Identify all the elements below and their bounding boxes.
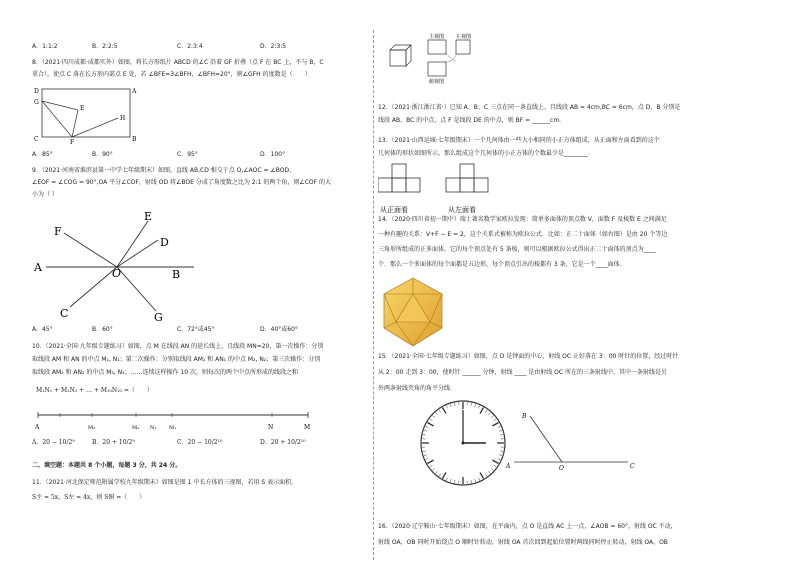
q10-label-M3: M₃ [88,425,96,431]
top-view-label: 俯视图 [429,79,445,85]
clock-tick [426,458,429,459]
q12-text-line2: 线段 AB、BC 的中点，点 F 是线段 DE 的中点，则 BF = ______cm． [378,117,566,124]
clock-tick [443,472,447,478]
clock-tick [499,430,502,431]
q10-option-d: D．20 + 10/2¹⁰ [260,439,306,446]
clock-tick [433,468,435,470]
clock-tick [491,416,493,418]
clock-tick [423,434,426,435]
clock-tick [494,419,496,421]
q15-text-line1: 15．（2021·全国·七年级专题练习）如图，点 O 是钟面的中心，射线 OC 正好落在 3：00 时针的位置，经过时针 [378,353,679,360]
q8-label-B: B [132,136,137,143]
q10-option-c: C．20 − 10/2¹⁰ [177,439,223,446]
q10-label-M: M [304,424,311,431]
clock-tick [454,403,455,406]
clock-tick [446,406,447,409]
q10-figure-segment [32,405,332,433]
clock-tick [424,430,427,431]
q9-option-a: A．45° [32,326,53,333]
q13-caption-left: 从左面看 [448,206,476,214]
clock-tick [439,410,441,412]
q8-text-line1: 8．（2021·四川成都·成都实外）如图，将长方形纸片 ABCD 的∠C 沿着 GF 折叠（点 F 在 BC 上，不与 B，C [32,59,324,66]
q10-text-line2: 取线段 AM 和 AN 的中点 M₁, N₁；第二次操作：分别取线段 AM₁ 和 AN₁ 的中点 M₂, N₂；第三次操作：分别 [32,356,321,363]
q10-option-b: B．20 + 10/2⁹ [92,439,135,446]
clock-tick [427,423,433,427]
q8-label-G: G [34,99,39,106]
left-column [32,0,372,562]
q10-label-M1: M₁ [169,425,177,431]
clock-tick [475,404,476,407]
clock-tick [439,474,441,476]
q9-option-c: C．72°或45° [177,326,215,333]
q9-label-B: B [172,268,181,281]
clock-tick [423,451,426,452]
q15-label-C: C [630,463,635,470]
q9-option-d: D．40°或60° [260,326,298,333]
clock-tick [426,426,429,427]
q9-label-O: O [112,267,122,280]
q8-option-a: A．85° [32,151,53,158]
q8-figure-rectangle [32,83,142,145]
q9-label-G: G [154,311,163,321]
q13-caption-front: 从正面看 [380,206,408,214]
q8-label-E: E [80,105,85,112]
q10-label-M2: M₂ [132,425,140,431]
q11-text-line1: 11．（2021·河北保定师范附属学校九年级期末）如图是图 1 中长方体的三视图，若用 S 表示面积， [32,479,298,486]
q8-label-A: A [132,88,137,95]
q15-text-line3: 外两条射线夹角的角平分线． [378,385,457,392]
q10-formula: M₁N₁ + M₂N₂ + … + M₁₀N₁₀ =（ ） [36,387,153,394]
q8-label-F: F [70,139,75,145]
clock-tick [475,479,476,482]
clock-tick [471,403,472,406]
q9-option-b: B．60° [92,326,113,333]
clock-tick [492,460,498,464]
clock-face-figure [418,398,508,488]
clock-tick [450,404,451,407]
clock-tick [430,465,432,467]
q9-label-F: F [54,225,62,238]
column-divider [373,30,374,560]
clock-tick [480,407,484,413]
q8-label-C: C [34,136,39,143]
q13-figure-views [378,160,518,220]
clock-tick [436,471,438,473]
clock-tick [480,472,484,478]
q9-figure-lines [32,203,232,321]
q10-label-A: A [35,424,40,431]
q8-option-b: B．90° [92,151,113,158]
clock-tick [494,465,496,467]
q15-label-O: O [559,465,564,470]
q15-text-line2: 从 2：00 走到 3：00，使时针 ______ 分钟，射线 ____ 是由射线 OC 所在的三条射线中，其中一条射线是另 [378,369,667,376]
q13-text-line2: 几何体的形状如图所示，那么组成这个几何体的小正方体的个数最少是________． [378,150,595,157]
q15-angle-figure [504,410,644,470]
q14-text-line4: 个．那么一个多面体的每个面都是五边形，每个顶点引出的棱都有 3 条，它是一个____面体． [378,261,626,268]
q7-option-a: A．1:1:2 [32,43,58,50]
q8-text-line2: 重合），使点 C 落在长方形内部点 E 处，若 ∠BFE=3∠BFH，∠BFH=20°，则∠GFH 的度数是（ ） [32,71,311,78]
q12-text-line1: 12．（2021·浙江浙江省·）已知 A、B、C 三点在同一条直线上，且线段 AB = 4cm,BC = 6cm，点 D、B 分别是 [378,104,681,111]
q11-figure-three-views [386,30,486,94]
q8-option-d: D．100° [260,151,286,158]
clock-tick [500,434,503,435]
q9-label-A: A [34,261,42,274]
q13-text-line1: 13．（2021·山西运城·七年级期末）一个几何体由一些大小相同的小正方体组成，从正面和左面看到的这个 [378,137,660,144]
q10-text-line1: 10．（2021·全国·九年级专题练习）如图，点 M 在线段 AN 的延长线上，且线段 MN=20，第一次操作：分别 [32,343,324,350]
q8-option-c: C．95° [177,151,198,158]
q9-text-line2: ∠EOF = ∠COG = 90°,OA 平分∠COF，射线 OD 将∠BOE 分成了角度数之比为 2:1 的两个角，则∠COF 的大 [32,179,331,186]
clock-tick [499,455,502,456]
q14-text-line3: 三角形所组成的正多面体，它的每个顶点处有 5 条棱，则可以根据欧拉公式得出正二十面体的顶点为____ [378,246,656,253]
q14-text-line1: 14．（2020·四川省初一期中）瑞士著名数学家欧拉发现：简单多面体的顶点数 V，面数 F 及棱数 E 之间满足 [378,216,667,223]
clock-tick [433,416,435,418]
clock-tick [492,423,498,427]
clock-tick [478,478,479,481]
clock-tick [446,478,447,481]
clock-tick [427,460,433,464]
q16-text-line2: 射线 OA，OB 同时开始绕点 O 顺时针转动，射线 OA 首次回到起始位置时两线同时停止转动，射线 OA，OB [378,539,668,546]
q7-option-b: B．2:2:5 [92,43,118,50]
q7-option-d: D．2:3:5 [260,43,287,50]
q15-label-B: B [522,413,527,420]
q10-text-line3: 取线段 AM₂ 和 AN₂ 的中点 M₃, N₃；……连续这样操作 10 次，则每次的两个中点所形成的线段之和 [32,369,298,376]
clock-tick [498,458,501,459]
clock-tick [485,474,487,476]
clock-tick [500,451,503,452]
section-fill-in-heading: 二、填空题：本题共 8 个小题，每题 3 分，共 24 分。 [32,462,182,469]
clock-tick [424,455,427,456]
clock-tick [498,426,501,427]
q9-text-line3: 小为（ ） [32,191,58,198]
clock-tick [430,419,432,421]
q9-label-D: D [160,236,169,249]
right-column [378,0,773,562]
q10-option-a: A．20 − 10/2⁹ [32,439,75,446]
left-view-label: 左视图 [456,34,472,40]
q8-label-H: H [120,115,126,122]
clock-tick [488,471,490,473]
q9-label-C: C [60,307,69,320]
q8-label-D: D [34,88,39,95]
q10-label-N1: N₁ [150,425,157,431]
clock-tick [491,468,493,470]
q9-text-line1: 9．（2021·河南省淮滨县第一中学七年级期末）如图，直线 AB,CD 相交于点 O,∠AOC = ∠BOD， [32,167,296,174]
q9-label-E: E [144,210,153,223]
clock-tick [436,413,438,415]
clock-tick [443,407,447,413]
clock-tick [488,413,490,415]
q7-option-c: C．2:3:4 [177,43,203,50]
q16-text-line1: 16．（2020·辽宁鞍山·七年级期末）如图，在平面内，点 O 是直线 AC 上一点，∠AOB = 60°，射线 OC 不动， [378,523,677,530]
clock-tick [454,480,455,483]
q15-label-A: A [506,463,511,470]
q11-text-line2: S主 = 5x，S左 = 4x，则 S俯 =（ ） [32,494,146,501]
clock-tick [471,480,472,483]
q14-text-line2: 一种有趣的关系：V+F − E = 2，这个关系式被称为欧拉公式．比如：正二十面体（如右图）是由 20 个等边 [378,231,668,238]
clock-tick [485,410,487,412]
q10-label-N: N [268,424,274,431]
front-view-label: 主视图 [429,34,445,40]
icosahedron-image [378,276,448,348]
clock-tick [478,406,479,409]
clock-tick [450,479,451,482]
